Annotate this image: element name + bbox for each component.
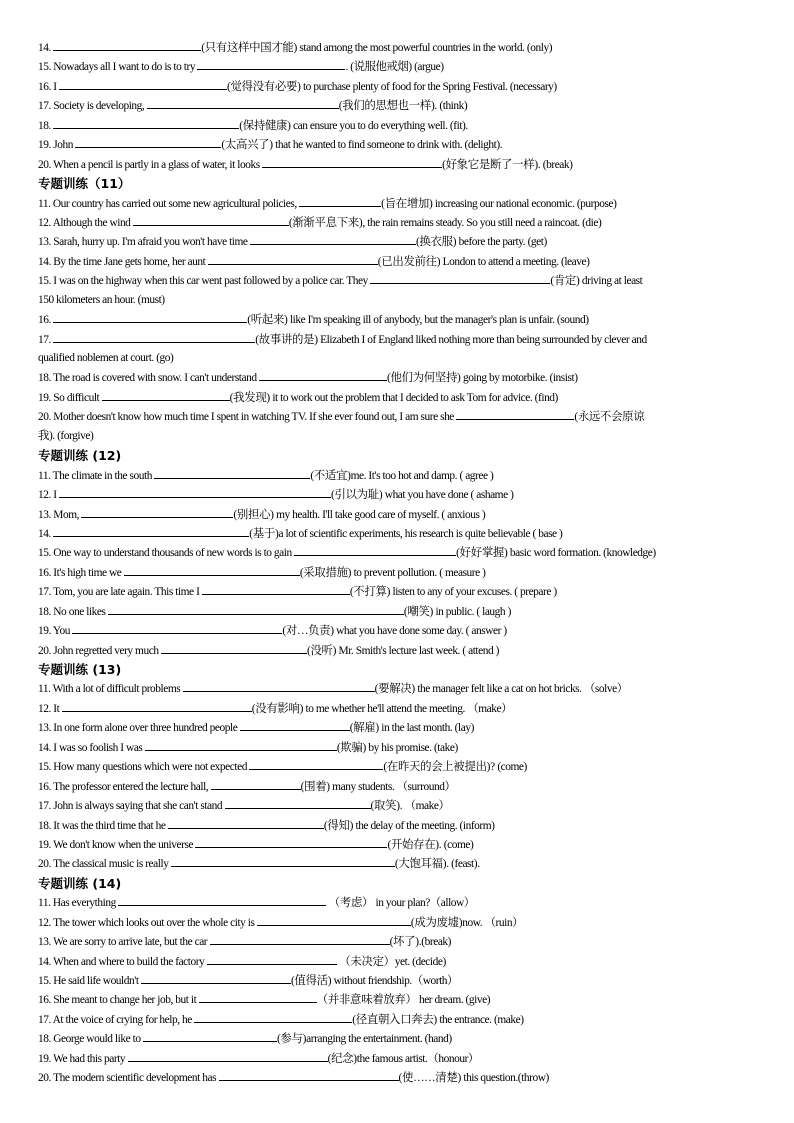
answer-blank[interactable] — [195, 835, 387, 848]
section-heading: 专题训练（11） — [38, 176, 131, 192]
answer-blank[interactable] — [197, 57, 345, 70]
question-text-after: (think) — [436, 100, 468, 113]
question-text: 14. — [38, 42, 54, 54]
question-text-after: to purchase plenty of food for the Spring Festival. (necessary) — [300, 80, 557, 93]
chinese-hint: (基于) — [249, 527, 279, 540]
question-line — [38, 563, 760, 582]
question-continuation: qualified noblemen at court. (go) — [38, 352, 174, 364]
chinese-hint: (我发现) — [229, 391, 270, 404]
question-line — [38, 330, 760, 349]
answer-blank[interactable] — [219, 1068, 399, 1081]
question-text: 11. The climate in the south — [38, 469, 155, 482]
question-text-after: yet. (decide) — [394, 955, 446, 968]
chinese-hint: (围着) — [300, 780, 330, 793]
chinese-hint: (他们为何坚持) — [387, 372, 461, 385]
question-text: 12. I — [38, 489, 60, 502]
question-text: 13. We are sorry to arrive late, but the car — [38, 936, 210, 949]
question-line — [38, 1068, 760, 1087]
question-text: 15. He said life wouldn't — [38, 975, 141, 987]
question-line — [38, 1029, 760, 1048]
question-text: 11. Has everything — [38, 897, 119, 910]
question-line — [38, 77, 760, 96]
answer-blank[interactable] — [145, 738, 337, 751]
answer-blank[interactable] — [53, 116, 239, 129]
question-text: 16. I — [38, 80, 60, 93]
answer-blank[interactable] — [257, 913, 411, 926]
question-text: 16. The professor entered the lecture hall, — [38, 780, 211, 793]
question-line — [38, 893, 760, 912]
question-line — [38, 816, 760, 835]
question-text-after: now. （ruin） — [462, 916, 524, 929]
question-line — [38, 155, 760, 174]
answer-blank[interactable] — [72, 621, 282, 634]
chinese-hint: (听起来) — [247, 314, 288, 327]
section-heading: 专题训练 (13) — [38, 662, 122, 677]
question-text: 13. Sarah, hurry up. I'm afraid you won't have time — [38, 236, 250, 249]
answer-blank[interactable] — [108, 602, 404, 615]
question-text-after: . (说服他戒烟) (argue) — [345, 61, 444, 74]
question-continuation: 150 kilometers an hour. (must) — [38, 293, 165, 306]
question-text-after: in the last month. (lay) — [378, 722, 474, 735]
question-line — [38, 952, 760, 971]
answer-blank[interactable] — [259, 368, 387, 381]
question-text: 15. How many questions which were not expected — [38, 761, 250, 774]
question-text: 18. It was the third time that he — [38, 819, 168, 832]
question-line — [38, 718, 760, 737]
chinese-hint: (没有影响) — [251, 702, 304, 715]
answer-blank[interactable] — [62, 699, 252, 712]
question-text: 14. — [38, 527, 54, 540]
answer-blank[interactable] — [53, 524, 249, 537]
chinese-hint: (采取措施) — [299, 566, 352, 579]
question-text: 17. At the voice of crying for help, he — [38, 1013, 195, 1026]
question-text-after: basic word formation. (knowledge) — [507, 547, 656, 560]
question-text-after: can ensure you to do everything well. (fit). — [290, 119, 468, 132]
question-line — [38, 835, 760, 854]
question-text-after: the delay of the meeting. (inform) — [353, 819, 495, 832]
question-text-after: the manager felt like a cat on hot bricks. （solve） — [414, 683, 628, 696]
question-text-after: this question.(throw) — [460, 1072, 549, 1085]
question-text: 20. Mother doesn't know how much time I spent in watching TV. If she ever found out, I am sure she — [38, 411, 457, 424]
question-text-after: what you have done ( ashame ) — [382, 489, 514, 502]
question-line — [38, 232, 760, 251]
answer-blank[interactable] — [141, 971, 291, 984]
answer-blank[interactable] — [133, 213, 289, 226]
question-text: 17. Society is developing, — [38, 100, 147, 113]
chinese-hint: (觉得没有必要) — [227, 80, 301, 93]
chinese-hint: (永远不会原谅 — [574, 411, 645, 424]
question-text: 14. When and where to build the factory — [38, 955, 207, 968]
question-line — [38, 96, 760, 115]
question-continuation: 我). (forgive) — [38, 429, 94, 442]
chinese-hint: (对…负责) — [282, 625, 334, 638]
question-text-after: Mr. Smith's lecture last week. ( attend ) — [336, 644, 499, 657]
chinese-hint: (保持健康) — [239, 119, 291, 132]
question-line — [38, 524, 760, 543]
chinese-hint: （考虑） — [326, 897, 374, 910]
answer-blank[interactable] — [118, 893, 326, 906]
question-text-after: (break) — [421, 936, 452, 949]
answer-blank[interactable] — [147, 96, 339, 109]
answer-blank[interactable] — [59, 485, 331, 498]
question-text-after: London to attend a meeting. (leave) — [440, 255, 590, 268]
question-text: 20. When a pencil is partly in a glass of water, it looks — [38, 158, 263, 171]
chinese-hint: (值得活) — [290, 975, 332, 987]
question-line — [38, 38, 760, 57]
question-line — [38, 854, 760, 873]
answer-blank[interactable] — [183, 679, 375, 692]
chinese-hint: (欺骗) — [336, 741, 366, 754]
answer-blank[interactable] — [171, 854, 395, 867]
question-line — [38, 505, 760, 524]
answer-blank[interactable] — [124, 563, 300, 576]
question-text: 17. Tom, you are late again. This time I — [38, 586, 202, 599]
question-text-after: that he wanted to find someone to drink with. (delight). — [272, 139, 503, 152]
question-text-after: many students. （surround） — [329, 780, 456, 793]
question-text-after: the entrance. (make) — [436, 1013, 524, 1026]
question-text-after: (come) — [441, 838, 474, 851]
question-line — [38, 641, 760, 660]
question-text-after: like I'm speaking ill of anybody, but the manager's plan is unfair. (sound) — [287, 314, 589, 327]
chinese-hint: (在昨天的会上被提出)? — [383, 761, 495, 774]
question-text: 17. — [38, 333, 54, 346]
answer-blank[interactable] — [81, 505, 233, 518]
question-text-after: arranging the entertainment. (hand) — [306, 1033, 452, 1046]
chinese-hint: (故事讲的是) — [255, 333, 318, 346]
question-text: 14. I was so foolish I was — [38, 741, 145, 754]
question-line — [38, 738, 760, 757]
chinese-hint: (好象它是断了一样). — [442, 158, 541, 171]
question-line — [38, 310, 760, 329]
answer-blank[interactable] — [53, 330, 255, 343]
chinese-hint: （未决定） — [336, 955, 395, 968]
question-text-after: Elizabeth I of England liked nothing more than being surrounded by clever and — [317, 333, 647, 346]
question-text: 15. Nowadays all I want to do is to try — [38, 61, 198, 74]
chinese-hint: (使……清楚) — [398, 1072, 461, 1085]
question-line — [38, 932, 760, 951]
question-text: 18. No one likes — [38, 605, 108, 618]
question-text-after: a lot of scientific experiments, his research is quite believable ( base ) — [278, 527, 563, 540]
question-line — [38, 796, 760, 815]
question-line — [38, 1010, 760, 1029]
chinese-hint: (不打算) — [349, 586, 391, 599]
chinese-hint: (成为废墟) — [410, 916, 463, 929]
chinese-hint: (渐渐平息下来) — [288, 216, 363, 229]
question-text: 14. By the time Jane gets home, her aunt — [38, 255, 208, 268]
chinese-hint: (太高兴了) — [221, 139, 273, 152]
question-text-after: without friendship.（worth） — [331, 975, 458, 987]
chinese-hint: (嘲笑) — [403, 605, 434, 618]
question-text: 18. George would like to — [38, 1033, 143, 1046]
chinese-hint: (换衣服) — [415, 236, 457, 249]
question-text: 19. John — [38, 139, 76, 152]
question-text: 16. — [38, 314, 54, 327]
chinese-hint: (旨在增加) — [381, 197, 433, 210]
question-text-after: driving at least — [579, 275, 643, 288]
question-text-after: it to work out the problem that I decided to ask Tom for advice. (find) — [269, 391, 558, 404]
question-text: 20. The classical music is really — [38, 858, 171, 871]
question-text: 19. You — [38, 625, 73, 638]
question-text-after: , the rain remains steady. So you still need a raincoat. (die) — [362, 216, 602, 229]
answer-blank[interactable] — [199, 990, 317, 1003]
answer-blank[interactable] — [168, 816, 324, 829]
question-text: 18. — [38, 119, 54, 132]
question-text-after: to me whether he'll attend the meeting. （make） — [303, 702, 513, 715]
answer-blank[interactable] — [299, 194, 381, 207]
answer-blank[interactable] — [208, 252, 378, 265]
chinese-hint: (解雇) — [349, 722, 379, 735]
chinese-hint: (没听) — [306, 644, 337, 657]
answer-blank[interactable] — [128, 1049, 328, 1062]
question-line — [38, 407, 760, 426]
answer-blank[interactable] — [249, 757, 383, 770]
chinese-hint: (只有这样中国才能) — [201, 42, 298, 54]
chinese-hint: (要解决) — [374, 683, 415, 696]
question-line — [38, 582, 760, 601]
question-text-after: (come) — [494, 761, 527, 774]
answer-blank[interactable] — [210, 932, 390, 945]
question-line — [38, 57, 760, 76]
chinese-hint: (坏了). — [389, 936, 422, 949]
chinese-hint: (我们的思想也一样). — [338, 100, 437, 113]
question-text: 19. We don't know when the universe — [38, 838, 196, 851]
chinese-hint: (得知) — [323, 819, 354, 832]
question-text-after: stand among the most powerful countries in the world. (only) — [297, 42, 553, 54]
answer-blank[interactable] — [143, 1029, 277, 1042]
answer-blank[interactable] — [59, 77, 227, 90]
question-text: 13. In one form alone over three hundred people — [38, 722, 240, 735]
chinese-hint: (开始存在). — [387, 838, 442, 851]
question-text-after: (feast). — [448, 858, 480, 871]
question-line — [38, 388, 760, 407]
chinese-hint: (取笑). — [370, 800, 403, 813]
question-line — [38, 679, 760, 698]
section-heading: 专题训练 (12) — [38, 448, 122, 464]
question-text-after: my health. I'll take good care of myself. ( anxious ) — [273, 508, 486, 521]
question-text-after: before the party. (get) — [456, 236, 547, 249]
question-text: 15. I was on the highway when this car went past followed by a police car. They — [38, 275, 371, 288]
answer-blank[interactable] — [53, 310, 247, 323]
question-text-after: to prevent pollution. ( measure ) — [351, 566, 486, 579]
answer-blank[interactable] — [294, 543, 456, 556]
answer-blank[interactable] — [225, 796, 371, 809]
question-line — [38, 116, 760, 135]
question-line — [38, 777, 760, 796]
question-line — [38, 990, 760, 1009]
question-text-after: in public. ( laugh ) — [433, 605, 511, 618]
question-text: 18. The road is covered with snow. I can't understand — [38, 372, 260, 385]
chinese-hint: (大饱耳福). — [394, 858, 449, 871]
chinese-hint: (肯定) — [550, 275, 580, 288]
question-text: 12. Although the wind — [38, 216, 133, 229]
question-line — [38, 543, 760, 562]
chinese-hint: (纪念) — [327, 1052, 357, 1065]
chinese-hint: (引以为耻) — [331, 489, 383, 502]
question-text: 16. It's high time we — [38, 566, 124, 579]
question-text: 12. It — [38, 702, 62, 715]
question-text-after: her dream. (give) — [416, 994, 491, 1007]
question-text-after: the famous artist.（honour） — [356, 1052, 479, 1065]
question-text-after: what you have done some day. ( answer ) — [333, 625, 507, 638]
question-text-after: （make） — [402, 800, 450, 813]
question-line — [38, 971, 760, 990]
question-text: 17. John is always saying that she can't stand — [38, 800, 225, 813]
question-text: 11. With a lot of difficult problems — [38, 683, 183, 696]
question-line — [38, 194, 760, 213]
answer-blank[interactable] — [456, 407, 574, 420]
answer-blank[interactable] — [211, 777, 301, 790]
question-text-after: listen to any of your excuses. ( prepare ) — [390, 586, 557, 599]
chinese-hint: （并非意味着放弃） — [316, 994, 417, 1007]
question-line — [38, 913, 760, 932]
answer-blank[interactable] — [75, 135, 221, 148]
answer-blank[interactable] — [370, 271, 550, 284]
question-line — [38, 485, 760, 504]
answer-blank[interactable] — [53, 38, 201, 51]
answer-blank[interactable] — [262, 155, 442, 168]
section-heading: 专题训练 (14) — [38, 875, 122, 891]
chinese-hint: (好好掌握) — [456, 547, 508, 560]
answer-blank[interactable] — [207, 952, 337, 965]
chinese-hint: (不适宜) — [310, 469, 351, 482]
question-text-after: me. It's too hot and damp. ( agree ) — [350, 469, 494, 482]
question-line — [38, 135, 760, 154]
question-text: 16. She meant to change her job, but it — [38, 994, 199, 1007]
question-line — [38, 621, 760, 640]
question-text: 11. Our country has carried out some new agricultural policies, — [38, 197, 300, 210]
question-text: 20. The modern scientific development has — [38, 1072, 219, 1085]
answer-blank[interactable] — [161, 641, 307, 654]
chinese-hint: (别担心) — [233, 508, 274, 521]
answer-blank[interactable] — [102, 388, 230, 401]
question-text-after: increasing our national economic. (purpose) — [432, 197, 617, 210]
question-line — [38, 368, 760, 387]
question-line — [38, 466, 760, 485]
question-text: 19. So difficult — [38, 391, 102, 404]
question-line — [38, 1049, 760, 1068]
worksheet-page — [38, 38, 760, 1088]
answer-blank[interactable] — [240, 718, 350, 731]
question-text-after: in your plan?（allow） — [373, 897, 475, 910]
question-line — [38, 757, 760, 776]
question-line — [38, 271, 760, 290]
question-line — [38, 252, 760, 271]
answer-blank[interactable] — [250, 232, 416, 245]
answer-blank[interactable] — [194, 1010, 352, 1023]
question-line — [38, 602, 760, 621]
question-text-after: (break) — [540, 158, 573, 171]
question-text: 13. Mom, — [38, 508, 82, 521]
question-text: 20. John regretted very much — [38, 644, 161, 657]
chinese-hint: (径直朝入口奔去) — [352, 1013, 437, 1026]
question-text-after: going by motorbike. (insist) — [460, 372, 578, 385]
question-text-after: by his promise. (take) — [365, 741, 458, 754]
question-text: 12. The tower which looks out over the whole city is — [38, 916, 257, 929]
chinese-hint: (已出发前往) — [377, 255, 441, 268]
question-line — [38, 699, 760, 718]
question-line — [38, 213, 760, 232]
question-text: 19. We had this party — [38, 1052, 128, 1065]
question-text: 15. One way to understand thousands of new words is to gain — [38, 547, 295, 560]
chinese-hint: (参与) — [276, 1033, 307, 1046]
answer-blank[interactable] — [154, 466, 310, 479]
answer-blank[interactable] — [202, 582, 350, 595]
